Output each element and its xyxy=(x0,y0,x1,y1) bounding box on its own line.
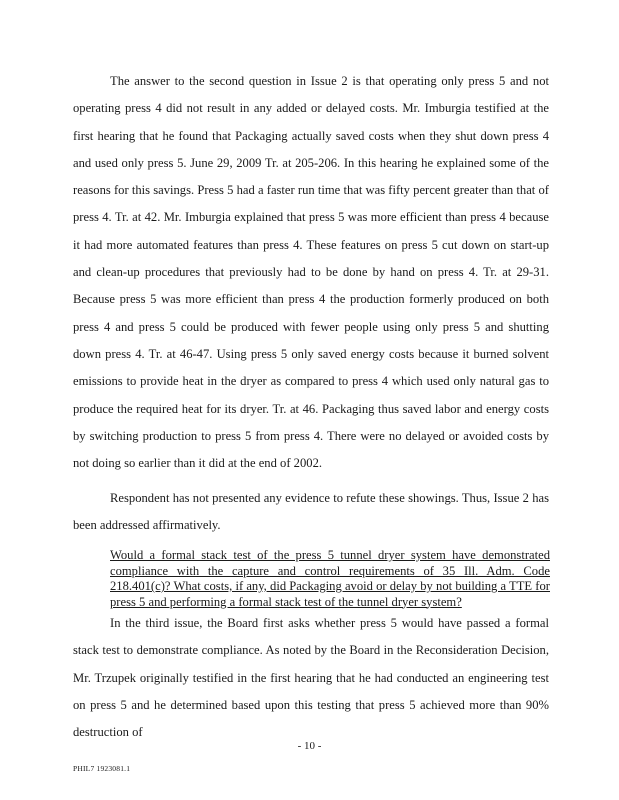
page-number: - 10 - xyxy=(297,740,322,752)
paragraph-respondent-no-evidence: Respondent has not presented any evidence to refute these showings. Thus, Issue 2 has been addressed affirmatively. xyxy=(73,491,549,533)
document-id: PHIL7 1923081.1 xyxy=(73,764,131,773)
paragraph-third-issue: In the third issue, the Board first asks whether press 5 would have passed a formal stack test to demonstrate compliance. As noted by the Board in the Reconsideration Decision, Mr. Trzupek originally testified in the first hearing that he had conducted an engineering test on press 5 and he determined based upon this testing that press 5 achieved more than 90% destruction of xyxy=(73,616,549,740)
paragraph-issue-2-answer: The answer to the second question in Issue 2 is that operating only press 5 and not operating press 4 did not result in any added or delayed costs. Mr. Imburgia testified at the first hearing that he found that Packaging actually saved costs when they shut down press 4 and used only press 5. June 29, 2009 Tr. at 205-206. In this hearing he explained some of the reasons for this savings. Press 5 had a faster run time that was fifty percent greater than that of press 4. Tr. at 42. Mr. Imburgia explained that press 5 was more efficient than press 4 because it had more automated features than press 4. These features on press 5 cut down on start-up and clean-up procedures that previously had to be done by hand on press 4. Tr. at 29-31. Because press 5 was more efficient than press 4 the production formerly produced on both press 4 and press 5 could be produced with fewer people using only press 5 and shutting down press 4. Tr. at 46-47. Using press 5 only saved energy costs because it burned solvent emissions to provide heat in the dryer as compared to press 4 which used only natural gas to produce the required heat for its dryer. Tr. at 46. Packaging thus saved labor and energy costs by switching production to press 5 from press 4. There were no delayed or avoided costs by not doing so earlier than it did at the end of 2002. xyxy=(73,74,549,471)
issue-3-heading: Would a formal stack test of the press 5 tunnel dryer system have demonstrated compliance with the capture and control requirements of 35 Ill. Adm. Code 218.401(c)? What costs, if any, did Packaging avoid or delay by not building a TTE for press 5 and performing a formal stack test of the tunnel dryer system? xyxy=(110,548,550,609)
